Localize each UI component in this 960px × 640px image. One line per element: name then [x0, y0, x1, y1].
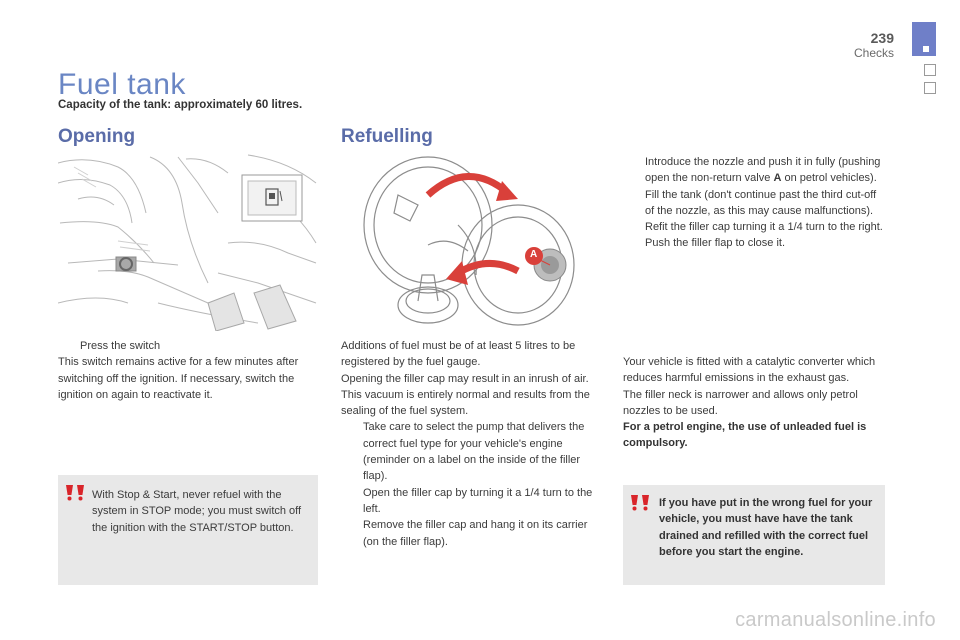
opening-heading: Opening [58, 126, 136, 147]
switch-active-note: This switch remains active for a few minutes after switching off the ignition. If necessary, switch the ignition on again to reactivate it. [58, 356, 299, 401]
section-label: Checks [853, 46, 894, 60]
list-item [623, 154, 888, 187]
insert-nozzle-instruction: Introduce the nozzle and push it in fully (pushing open the non-return valve A on petrol vehicles). [645, 156, 881, 185]
list-item [341, 419, 603, 484]
dashboard-switch-image [58, 153, 318, 331]
section-box-1 [924, 64, 936, 76]
list-item [341, 517, 603, 550]
press-switch-instruction: Press the switch [80, 340, 161, 352]
stop-start-warning: With Stop & Start, never refuel with the system in STOP mode; you must switch off the ignition with the START/STOP button. [92, 489, 302, 534]
wrong-fuel-warning: If you have put in the wrong fuel for your vehicle, you must have have the tank drained and refilled with the correct fuel before you start the engine. [659, 497, 873, 558]
tank-capacity: Capacity of the tank: approximately 60 litres. [58, 99, 303, 111]
list-item [341, 485, 603, 518]
refit-cap-instruction: Refit the filler cap turning it a 1/4 turn to the right. [645, 221, 883, 234]
list-item [623, 187, 888, 220]
refuelling-steps [623, 154, 888, 252]
catalytic-note: Your vehicle is fitted with a catalytic converter which reduces harmful emissions in the exhaust gas. [623, 356, 876, 385]
valve-label: A [773, 172, 782, 185]
filler-cap-image [358, 155, 578, 330]
section-box-2 [924, 82, 936, 94]
warning-icon [631, 495, 651, 511]
catalytic-converter-text [623, 354, 888, 452]
wrong-fuel-warning-box [623, 485, 885, 585]
select-pump-instruction: Take care to select the pump that delivers the correct fuel type for your vehicle's engine (reminder on a label on the inside of the filler flap). [363, 421, 585, 483]
close-flap-instruction: Push the filler flap to close it. [645, 237, 786, 250]
open-cap-instruction: Open the filler cap by turning it a 1/4 turn to the left. [363, 486, 593, 515]
valve-callout-label: A [530, 249, 538, 260]
list-item [623, 219, 888, 235]
stop-start-warning-box [58, 475, 318, 585]
filler-neck-note: The filler neck is narrower and allows only petrol nozzles to be used. [623, 388, 858, 417]
list-item [58, 338, 308, 354]
watermark: carmanualsonline.info [735, 609, 936, 631]
page-number: 239 [870, 30, 894, 46]
unleaded-fuel-note: For a petrol engine, the use of unleaded fuel is compulsory. [623, 421, 867, 450]
refuelling-heading: Refuelling [341, 126, 433, 147]
list-item [623, 235, 888, 251]
section-tab [912, 22, 936, 56]
fuel-quantity-note: Additions of fuel must be of at least 5 litres to be registered by the fuel gauge. [341, 340, 576, 369]
vacuum-note: Opening the filler cap may result in an inrush of air. This vacuum is entirely normal and results from the sealing of the fuel system. [341, 372, 590, 418]
page-title: Fuel tank [58, 68, 186, 101]
opening-text [58, 338, 308, 403]
refuelling-text [341, 338, 603, 550]
warning-icon [66, 485, 86, 501]
fill-tank-instruction: Fill the tank (don't continue past the third cut-off of the nozzle, as this may cause malfunctions). [645, 188, 877, 217]
hang-cap-instruction: Remove the filler cap and hang it on its carrier (on the filler flap). [363, 519, 588, 548]
